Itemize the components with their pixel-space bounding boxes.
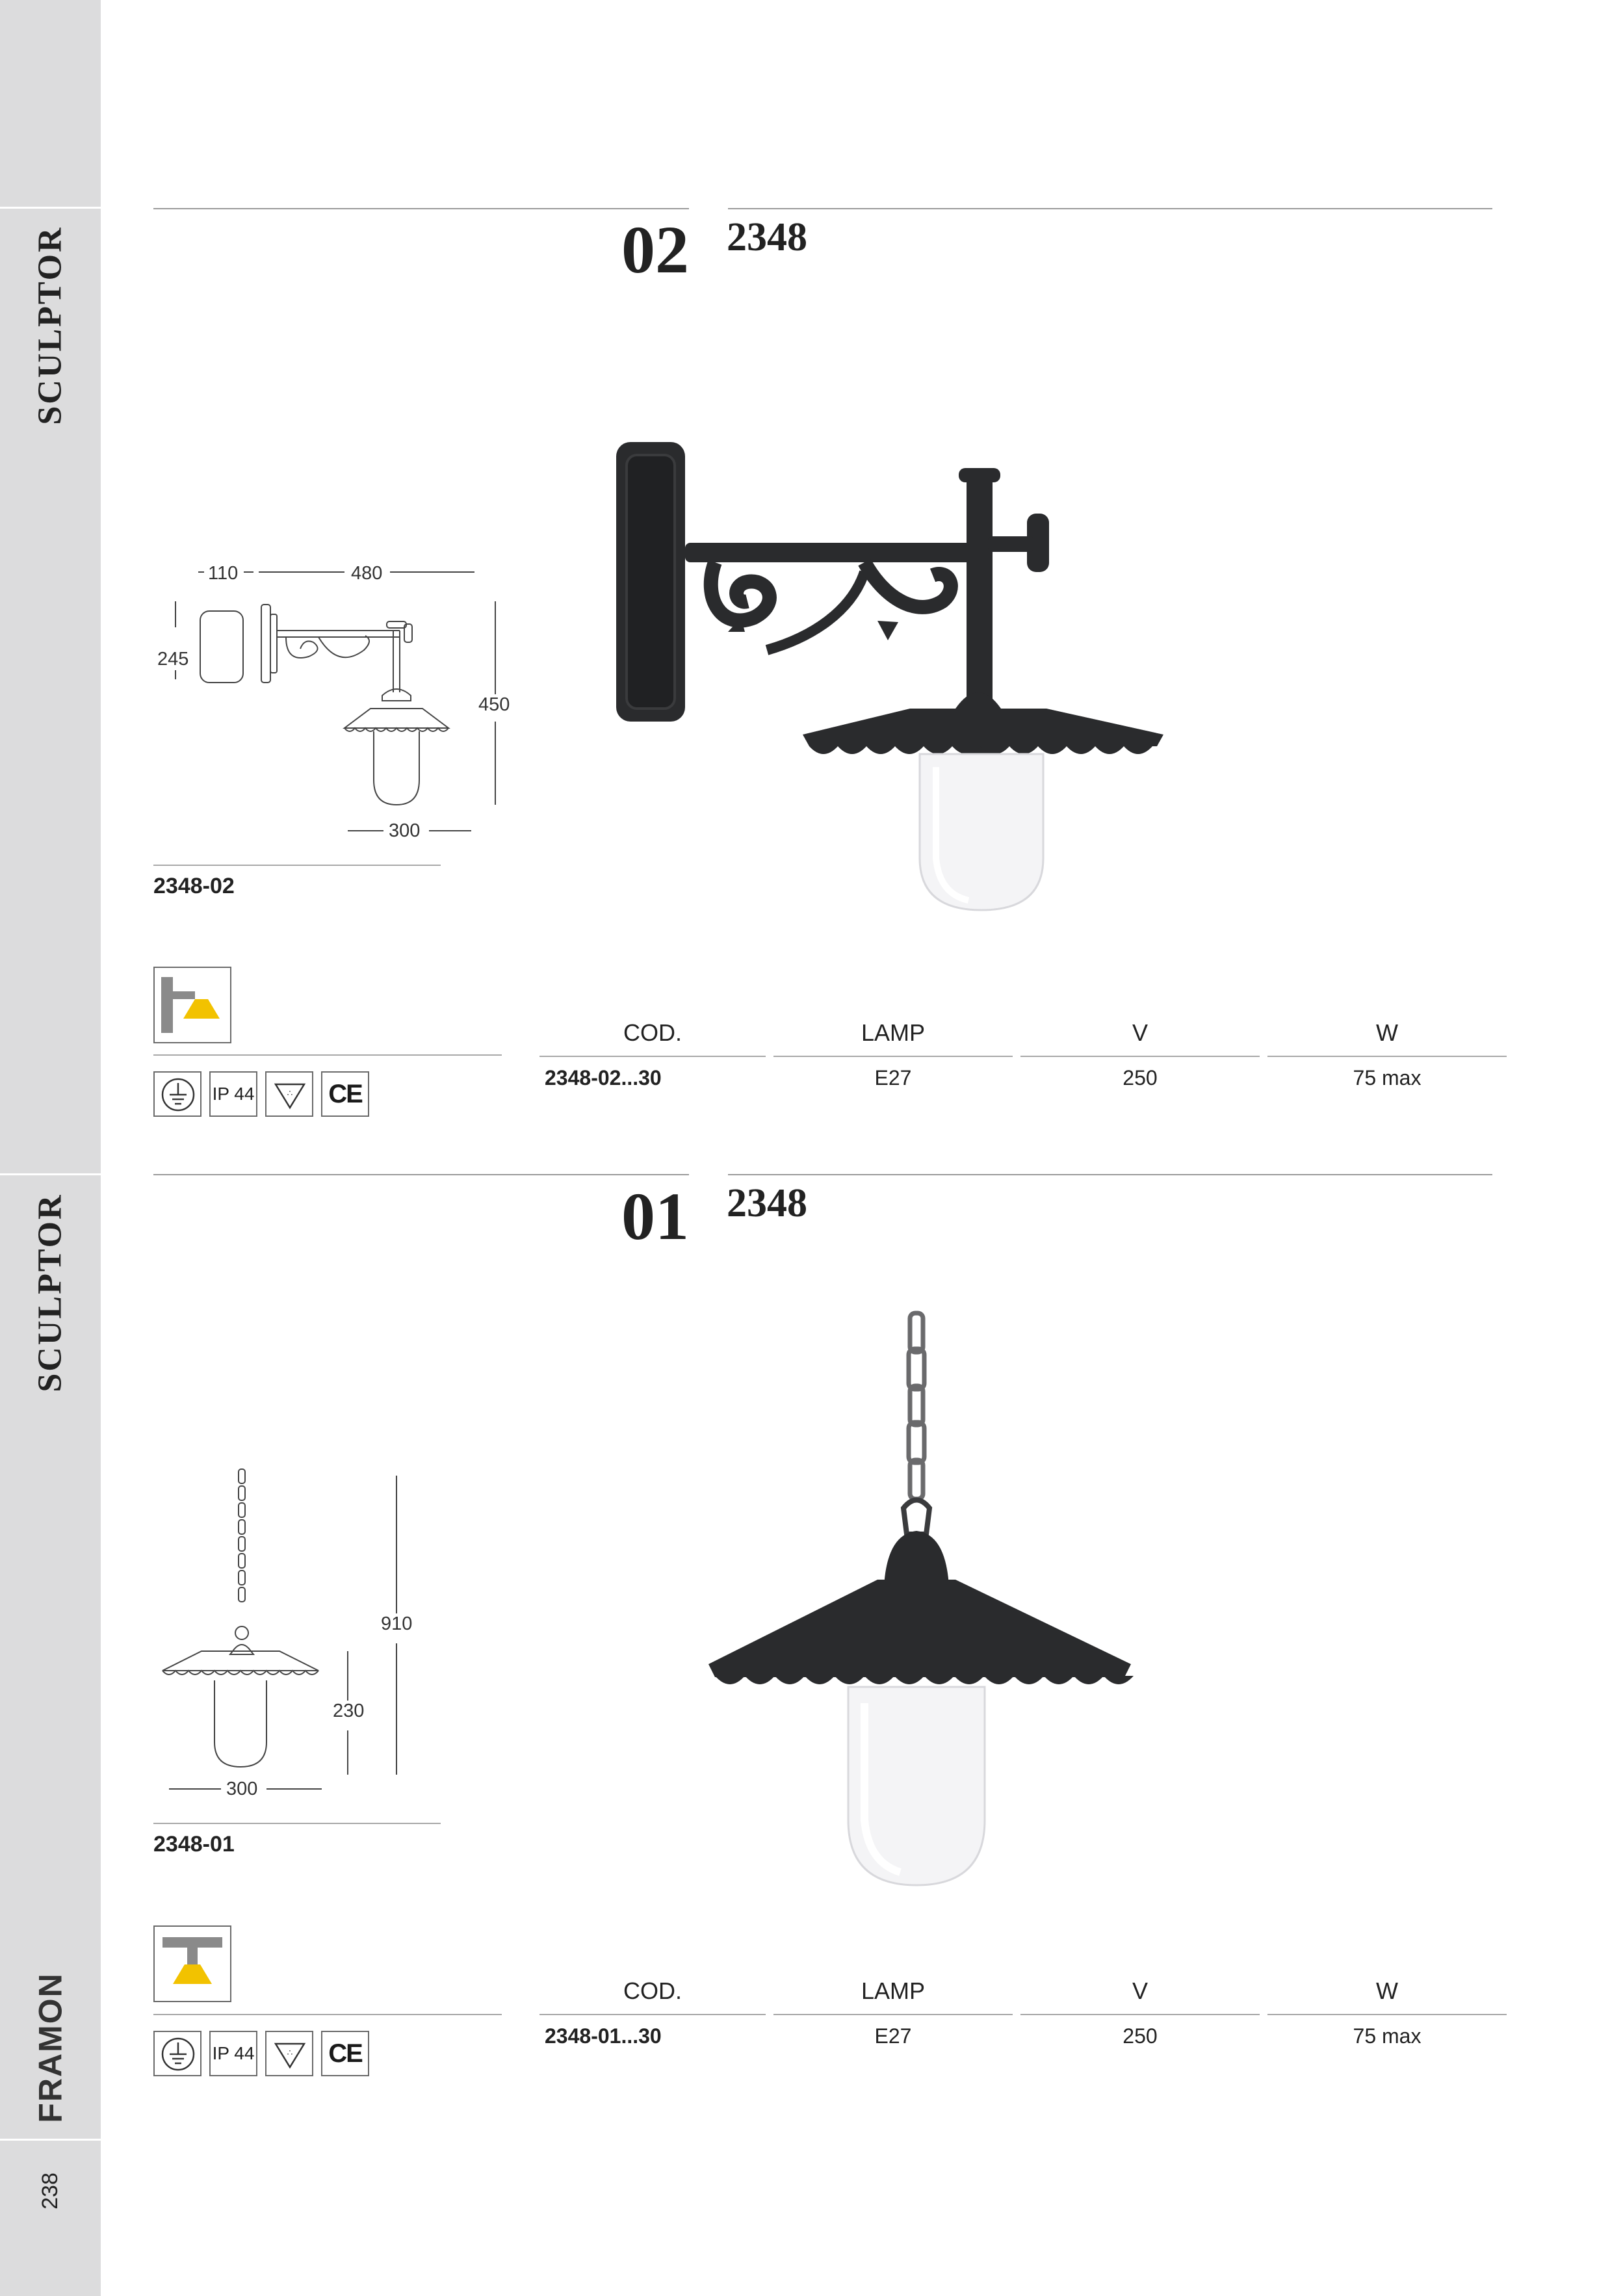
cert-rule bbox=[153, 1054, 502, 1056]
wall-lamp-photo bbox=[604, 429, 1163, 923]
variant-number: 02 bbox=[621, 213, 689, 287]
col-header-v: V bbox=[1132, 1019, 1148, 1046]
page-number: 238 bbox=[37, 2172, 62, 2210]
wall-lamp-technical-drawing bbox=[149, 559, 513, 845]
header-rule-right bbox=[728, 1174, 1492, 1175]
dim-450: 450 bbox=[474, 694, 513, 716]
sidebar bbox=[0, 0, 101, 2296]
heat-triangle-icon bbox=[265, 2031, 313, 2076]
col-header-w: W bbox=[1376, 1977, 1398, 2004]
cell-lamp: E27 bbox=[874, 1066, 912, 1089]
header-rule-right bbox=[728, 208, 1492, 209]
code-rule bbox=[153, 865, 441, 866]
ground-icon bbox=[153, 1071, 201, 1117]
variant-number: 01 bbox=[621, 1179, 689, 1254]
dim-110: 110 bbox=[204, 563, 242, 584]
dim-230: 230 bbox=[329, 1701, 368, 1722]
ceiling-mount-icon bbox=[153, 1925, 231, 2002]
col-header-cod: COD. bbox=[623, 1977, 682, 2004]
table-rule bbox=[1020, 1056, 1260, 1057]
series-label-bottom: SCULPTOR bbox=[32, 1192, 69, 1392]
cert-rule bbox=[153, 2014, 502, 2015]
dim-910: 910 bbox=[377, 1613, 416, 1635]
svg-text:∴: ∴ bbox=[287, 2047, 293, 2057]
dim-480: 480 bbox=[347, 563, 386, 584]
table-rule bbox=[1267, 1056, 1507, 1057]
cell-cod: 2348-02...30 bbox=[545, 1066, 662, 1089]
table-rule bbox=[773, 1056, 1013, 1057]
col-header-lamp: LAMP bbox=[861, 1977, 926, 2004]
model-number: 2348 bbox=[727, 215, 807, 259]
cell-w: 75 max bbox=[1353, 2024, 1422, 2048]
cell-v: 250 bbox=[1123, 2024, 1158, 2048]
pendant-lamp-photo bbox=[702, 1313, 1144, 1898]
ce-mark: CE bbox=[321, 2031, 369, 2076]
cell-lamp: E27 bbox=[874, 2024, 912, 2048]
table-rule bbox=[539, 1056, 766, 1057]
header-rule-left bbox=[153, 208, 689, 209]
table-rule bbox=[539, 2014, 766, 2015]
table-rule bbox=[773, 2014, 1013, 2015]
table-rule bbox=[1020, 2014, 1260, 2015]
series-label-top: SCULPTOR bbox=[32, 225, 69, 425]
code-rule bbox=[153, 1823, 441, 1824]
ip-rating: IP 44 bbox=[209, 2031, 257, 2076]
dim-300: 300 bbox=[222, 1779, 261, 1800]
ground-icon bbox=[153, 2031, 201, 2076]
cell-v: 250 bbox=[1123, 1066, 1158, 1089]
brand-logo: FRAMON bbox=[32, 1972, 69, 2123]
heat-triangle-icon bbox=[265, 1071, 313, 1117]
svg-text:∴: ∴ bbox=[287, 1088, 293, 1098]
cell-cod: 2348-01...30 bbox=[545, 2024, 662, 2048]
product-code: 2348-01 bbox=[153, 1832, 235, 1857]
ce-mark: CE bbox=[321, 1071, 369, 1117]
product-code: 2348-02 bbox=[153, 874, 235, 898]
wall-mount-icon bbox=[153, 967, 231, 1043]
col-header-v: V bbox=[1132, 1977, 1148, 2004]
cell-w: 75 max bbox=[1353, 1066, 1422, 1089]
col-header-cod: COD. bbox=[623, 1019, 682, 1046]
sidebar-divider bbox=[0, 2139, 101, 2141]
model-number: 2348 bbox=[727, 1181, 807, 1225]
dim-300: 300 bbox=[385, 820, 424, 842]
col-header-w: W bbox=[1376, 1019, 1398, 1046]
col-header-lamp: LAMP bbox=[861, 1019, 926, 1046]
header-rule-left bbox=[153, 1174, 689, 1175]
table-rule bbox=[1267, 2014, 1507, 2015]
dim-245: 245 bbox=[153, 649, 192, 670]
ip-rating: IP 44 bbox=[209, 1071, 257, 1117]
